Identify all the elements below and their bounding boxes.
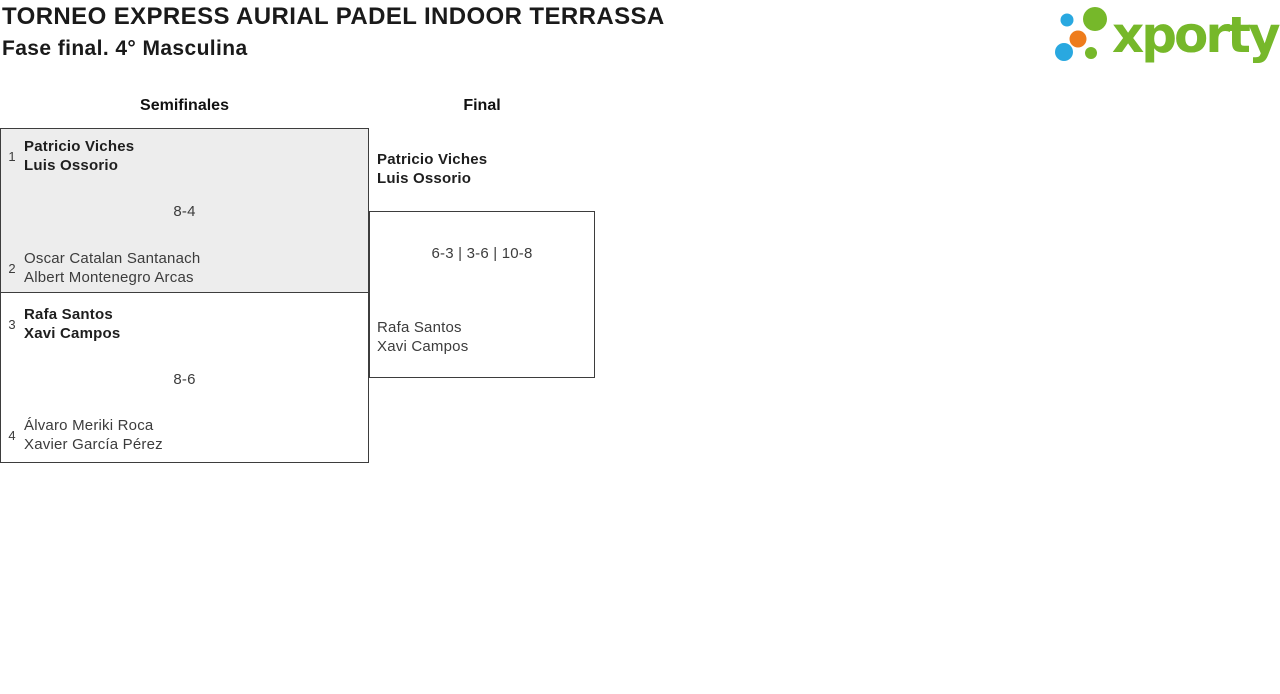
player-name: Rafa Santos [24,306,113,323]
player-name: Xavier García Pérez [24,436,163,453]
match-score-semifinal-1: 8-4 [173,203,196,220]
logo-dot-blue-medium [1055,43,1073,61]
team-final-team2 [377,318,468,356]
round-header-final: Final [463,97,501,114]
match-score-final: 6-3 | 3-6 | 10-8 [431,245,533,262]
team-semifinal1-team2 [24,249,200,287]
logo-dot-orange [1070,31,1087,48]
player-name: Luis Ossorio [377,170,472,187]
player-name: Patricio Viches [377,151,488,168]
player-name: Luis Ossorio [24,157,119,174]
player-name: Patricio Viches [24,138,135,155]
seed-number: 4 [8,427,16,443]
page-title: TORNEO EXPRESS AURIAL PADEL INDOOR TERRASSA [2,3,665,30]
player-name: Rafa Santos [377,319,462,336]
match-score-semifinal-2: 8-6 [173,371,196,388]
player-name: Albert Montenegro Arcas [24,269,194,286]
team-final-team1 [377,150,487,188]
page-subtitle: Fase final. 4° Masculina [2,37,248,60]
xporty-dots-icon [1048,2,1114,68]
seed-number: 1 [8,148,16,164]
player-name: Álvaro Meriki Roca [24,417,154,434]
logo-dot-blue-small [1061,14,1074,27]
logo-dot-green-large [1083,7,1107,31]
logo-dot-green-small [1085,47,1097,59]
xporty-wordmark: xporty [1112,6,1278,64]
round-header-semifinales: Semifinales [140,97,229,114]
seed-number: 2 [8,260,16,276]
player-name: Oscar Catalan Santanach [24,250,201,267]
player-name: Xavi Campos [24,325,121,342]
team-semifinal1-team1 [24,137,134,175]
team-semifinal2-team2 [24,416,163,454]
seed-number: 3 [8,316,16,332]
team-semifinal2-team1 [24,305,120,343]
player-name: Xavi Campos [377,338,469,355]
